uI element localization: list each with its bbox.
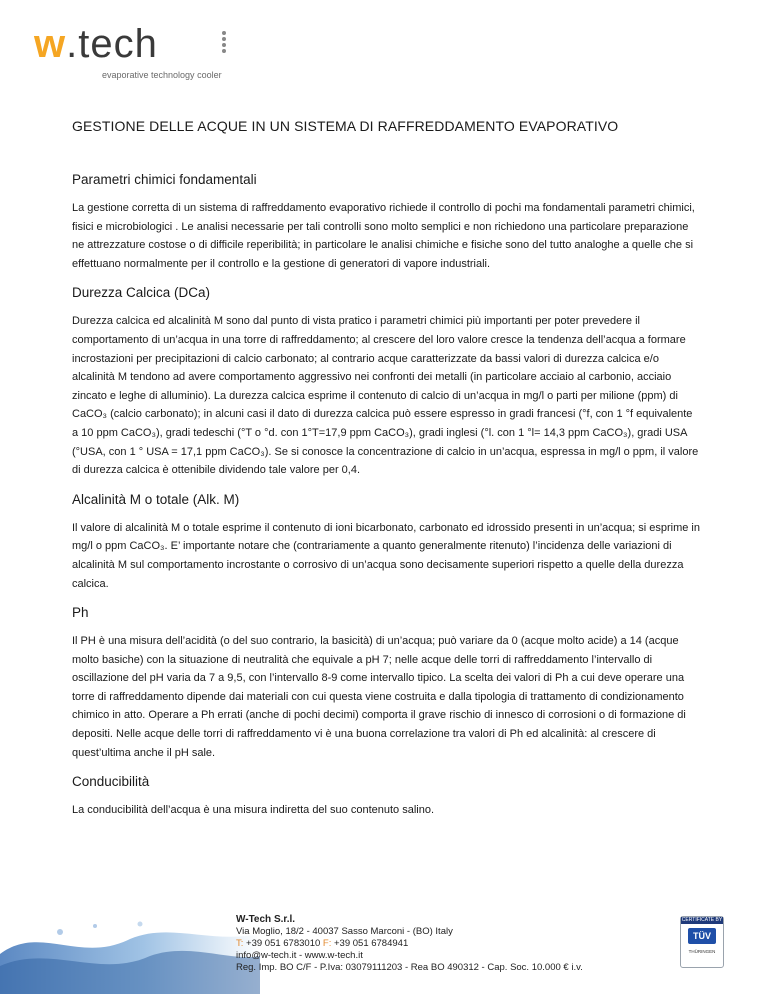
tel-number: +39 051 6783010 xyxy=(246,938,321,949)
logo-dots-icon xyxy=(222,31,228,55)
logo-wordmark xyxy=(34,22,158,67)
section-paragraph: La conducibilità dell’acqua è una misura indiretta del suo contenuto salino. xyxy=(72,804,435,817)
logo-w: w xyxy=(34,22,67,66)
section-heading: Alcalinità M o totale (Alk. M) xyxy=(72,491,240,507)
water-wave-image xyxy=(0,904,260,994)
logo-tech: .tech xyxy=(66,22,158,66)
company-logo xyxy=(34,22,244,88)
logo-tagline: evaporative technology cooler xyxy=(102,70,222,80)
fax-number: +39 051 6784941 xyxy=(334,938,409,949)
document-title: GESTIONE DELLE ACQUE IN UN SISTEMA DI RAFFREDDAMENTO EVAPORATIVO xyxy=(72,118,619,134)
company-legal: Reg. Imp. BO C/F - P.Iva: 03079111203 - Rea BO 490312 - Cap. Soc. 10.000 € i.v. xyxy=(236,962,583,973)
page-footer xyxy=(0,904,768,994)
tuv-logo-icon: TÜV xyxy=(688,928,716,944)
section-paragraph: Il valore di alcalinità M o totale esprime il contenuto di ioni bicarbonato, carbonato ed idrossido presenti in un’acqua; si esprime in mg/l o ppm CaCO₃. E’ importante notare che (contrariamente a quanto generalmente ritenuto) l’incidenza delle variazioni di alcalinità M sul comportamento incrostante o corrosivo di un’acqua sono decisamente superiori rispetto a quelle della durezza calcica. xyxy=(72,521,700,590)
section-heading: Ph xyxy=(72,605,89,621)
fax-label: F: xyxy=(322,938,332,949)
section-paragraph: La gestione corretta di un sistema di raffreddamento evaporativo richiede il controllo di pochi ma fondamentali parametri chimici, fisici e microbiologici . Le analisi necessarie per tali controlli sono molto semplici e non richiedono una particolare preparazione ne attrezzature costose o di difficile reperibilità; in particolare le analisi chimiche e fisiche sono del tutto analoghe a quelle che si effettuano normalmente per il controllo e la gestione di generatori di vapore industriali. xyxy=(72,202,695,270)
section-heading: Durezza Calcica (DCa) xyxy=(72,285,211,301)
section-paragraph: Il PH è una misura dell’acidità (o del suo contrario, la basicità) di un’acqua; può variare da 0 (acque molto acide) a 14 (acque molto basiche) con la situazione di neutralità che equivale a pH 7; nelle acque delle torri di raffreddamento l’intervallo di oscillazione del pH varia da 7 a 9,5, con l’intervallo 8-9 come intervallo tipico. La scelta dei valori di Ph a cui deve operare una torre di raffreddamento dipende dai materiali con cui questa viene costruita e dalla tipologia di trattamento di condizionamento chimico in atto. Operare a Ph errati (anche di pochi decimi) comporta il grave rischio di innesco di corrosioni o di formazione di depositi. Nelle acque delle torri di raffreddamento vi è una buona correlazione tra valori di Ph ed alcalinità: al crescere di quest’ultima anche il pH sale. xyxy=(72,635,686,759)
tel-label: T: xyxy=(236,938,244,949)
company-info xyxy=(236,914,583,974)
badge-caption: CERTIFICATE BY xyxy=(681,917,723,923)
badge-subtitle: THÜRINGEN xyxy=(688,949,716,954)
tuv-certificate-badge xyxy=(680,916,724,968)
section-heading: Conducibilità xyxy=(72,774,150,790)
company-address: Via Moglio, 18/2 - 40037 Sasso Marconi - (BO) Italy xyxy=(236,926,453,937)
company-phone-fax xyxy=(236,938,583,950)
company-web: info@w-tech.it - www.w-tech.it xyxy=(236,950,363,961)
section-paragraph: Durezza calcica ed alcalinità M sono dal punto di vista pratico i parametri chimici più importanti per poter prevedere il comportamento di un’acqua in una torre di raffreddamento; al crescere del loro valore cresce la tendenza dell’acqua a formare incrostazioni per precipitazioni di calcio carbonato; al contrario acque caratterizzate da bassi valori di durezza calcica e/o alcalinità M tendono ad avere comportamento aggressivo nei confronti dei metalli (in particolare acciaio al carbonio, acciaio zincato e leghe di alluminio). La durezza calcica esprime il contenuto di calcio di un’acqua in mg/l o parti per milione (ppm) di CaCO₃ (calcio carbonato); in alcuni casi il dato di durezza calcica può essere espresso in gradi francesi (°f, con 1 °f equivalente a 10 ppm CaCO₃), gradi tedeschi (°T o °d. con 1°T=17,9 ppm CaCO₃), gradi inglesi (°l. con 1 °l= 14,3 ppm CaCO₃), gradi USA (°USA, con 1 ° USA = 17,1 ppm CaCO₃). Se si conosce la concentrazione di calcio in un’acqua, espressa in mg/l o ppm, il valore di durezza calcica è ottenibile dividendo tale valore per 0,4. xyxy=(72,315,699,477)
section-heading: Parametri chimici fondamentali xyxy=(72,172,257,187)
document-body xyxy=(72,172,700,832)
company-name: W-Tech S.r.l. xyxy=(236,914,296,925)
